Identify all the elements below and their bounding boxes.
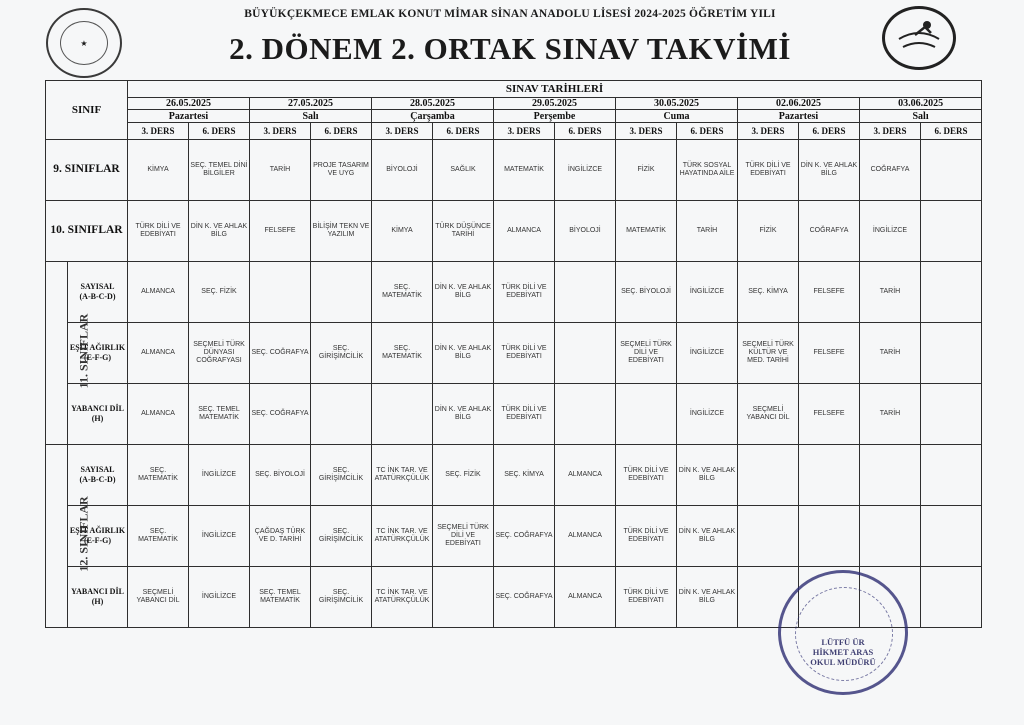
exam-cell: FİZİK [616,139,677,200]
exam-cell [921,444,982,505]
exam-cell: SEÇ. GİRİŞİMCİLİK [311,505,372,566]
exam-cell [555,322,616,383]
exam-cell: COĞRAFYA [799,200,860,261]
page-title: 2. DÖNEM 2. ORTAK SINAV TAKVİMİ [229,31,791,66]
track-name: EŞİT AĞIRLIK [69,525,126,535]
exam-cell: SEÇ. KİMYA [738,261,799,322]
track-classes: (A-B-C-D) [79,474,116,484]
exam-cell: TÜRK DİLİ VE EDEBİYATI [494,261,555,322]
exam-cell: ALMANCA [555,505,616,566]
exam-cell: SEÇ. KİMYA [494,444,555,505]
exam-cell: FELSEFE [250,200,311,261]
exam-cell: DİN K. VE AHLAK BİLG [433,383,494,444]
exam-cell: SEÇ. COĞRAFYA [494,505,555,566]
period-header: 6. DERS [189,123,250,140]
exam-day: Salı [250,110,372,123]
exam-cell: DİN K. VE AHLAK BİLG [433,261,494,322]
exam-cell [738,505,799,566]
track-classes: (E-F-G) [83,535,112,545]
exam-cell: SEÇMELİ YABANCI DİL [738,383,799,444]
exam-cell: TARİH [860,322,921,383]
exam-cell [616,383,677,444]
exam-cell: TÜRK DİLİ VE EDEBİYATI [738,139,799,200]
exam-cell: TC İNK TAR. VE ATATÜRKÇÜLÜK [372,444,433,505]
exam-day: Perşembe [494,110,616,123]
exam-day: Çarşamba [372,110,494,123]
exam-cell: TC İNK TAR. VE ATATÜRKÇÜLÜK [372,566,433,627]
exam-cell [799,505,860,566]
track-classes: (E-F-G) [83,352,112,362]
exam-cell: TARİH [250,139,311,200]
exam-cell: İNGİLİZCE [677,383,738,444]
exam-cell [860,505,921,566]
exam-cell: ALMANCA [128,261,189,322]
exam-cell: ALMANCA [555,566,616,627]
exam-cell [250,261,311,322]
exam-cell: TÜRK DİLİ VE EDEBİYATI [128,200,189,261]
exam-cell: FELSEFE [799,383,860,444]
track-name: YABANCI DİL [71,586,124,596]
exam-cell: SAĞLIK [433,139,494,200]
sinif-header: SINIF [46,81,128,140]
exam-cell: FELSEFE [799,261,860,322]
exam-cell: TÜRK DİLİ VE EDEBİYATI [616,566,677,627]
exam-cell: SEÇMELİ TÜRK DİLİ VE EDEBİYATI [433,505,494,566]
exam-cell: KİMYA [372,200,433,261]
exam-cell: TÜRK DÜŞÜNCE TARİHİ [433,200,494,261]
exam-cell: SEÇ. BİYOLOJİ [250,444,311,505]
exam-cell: DİN K. VE AHLAK BİLG [677,505,738,566]
exam-cell: COĞRAFYA [860,139,921,200]
exam-cell: ALMANCA [494,200,555,261]
exam-day: Salı [860,110,982,123]
exam-date: 27.05.2025 [250,97,372,110]
exam-cell: SEÇ. FİZİK [433,444,494,505]
exam-cell: İNGİLİZCE [189,444,250,505]
exam-cell [921,200,982,261]
period-header: 3. DERS [738,123,799,140]
period-header: 6. DERS [555,123,616,140]
exam-date: 02.06.2025 [738,97,860,110]
school-name: BÜYÜKÇEKMECE EMLAK KONUT MİMAR SİNAN ANADOLU LİSESİ 2024-2025 ÖĞRETİM YILI [244,8,776,20]
grade-10-label: 10. SINIFLAR [46,200,128,261]
period-header: 6. DERS [799,123,860,140]
exam-cell [311,383,372,444]
period-header: 3. DERS [616,123,677,140]
ministry-logo [46,8,122,78]
track-classes: (H) [91,413,104,423]
exam-cell: SEÇ. TEMEL DİNİ BİLGİLER [189,139,250,200]
exam-cell: DİN K. VE AHLAK BİLG [677,566,738,627]
exam-cell: SEÇ. COĞRAFYA [250,322,311,383]
exam-cell: TÜRK DİLİ VE EDEBİYATI [616,505,677,566]
sinav-tarihleri-header: SINAV TARİHLERİ [128,81,982,98]
school-logo-icon [885,9,953,67]
exam-date: 28.05.2025 [372,97,494,110]
period-header: 3. DERS [494,123,555,140]
exam-schedule-table [45,80,982,628]
exam-cell: SEÇ. GİRİŞİMCİLİK [311,566,372,627]
school-logo [882,6,956,70]
exam-cell: SEÇ. FİZİK [189,261,250,322]
exam-cell: SEÇ. TEMEL MATEMATİK [250,566,311,627]
exam-date: 29.05.2025 [494,97,616,110]
exam-cell: KİMYA [128,139,189,200]
period-header: 3. DERS [250,123,311,140]
exam-cell: İNGİLİZCE [189,566,250,627]
period-header: 6. DERS [433,123,494,140]
track-classes: (A-B-C-D) [79,291,116,301]
period-header: 6. DERS [311,123,372,140]
exam-cell: FİZİK [738,200,799,261]
grade-11-label: 11. SINIFLAR [46,261,68,444]
exam-cell: DİN K. VE AHLAK BİLG [433,322,494,383]
exam-cell: TARİH [677,200,738,261]
period-header: 3. DERS [860,123,921,140]
exam-cell [555,261,616,322]
exam-cell [555,383,616,444]
exam-cell [921,261,982,322]
exam-cell [433,566,494,627]
exam-cell: SEÇMELİ YABANCI DİL [128,566,189,627]
exam-cell: İNGİLİZCE [860,200,921,261]
period-header: 6. DERS [677,123,738,140]
exam-cell: TÜRK SOSYAL HAYATINDA AİLE [677,139,738,200]
exam-cell: SEÇ. BİYOLOJİ [616,261,677,322]
track-name: EŞİT AĞIRLIK [69,342,126,352]
exam-cell: TÜRK DİLİ VE EDEBİYATI [494,383,555,444]
exam-cell: ÇAĞDAŞ TÜRK VE D. TARİHİ [250,505,311,566]
exam-cell [921,505,982,566]
exam-cell [311,261,372,322]
exam-day: Pazartesi [738,110,860,123]
exam-cell: DİN K. VE AHLAK BİLG [189,200,250,261]
exam-cell: SEÇ. MATEMATİK [372,261,433,322]
exam-cell: MATEMATİK [494,139,555,200]
exam-cell: TARİH [860,383,921,444]
exam-cell: SEÇ. GİRİŞİMCİLİK [311,322,372,383]
exam-cell: SEÇ. GİRİŞİMCİLİK [311,444,372,505]
exam-cell: PROJE TASARIM VE UYG [311,139,372,200]
exam-cell [921,566,982,627]
exam-cell: SEÇMELİ TÜRK KÜLTÜR VE MED. TARİHİ [738,322,799,383]
exam-cell: ALMANCA [555,444,616,505]
period-header: 6. DERS [921,123,982,140]
exam-cell: SEÇMELİ TÜRK DÜNYASI COĞRAFYASI [189,322,250,383]
exam-cell: İNGİLİZCE [677,261,738,322]
exam-cell: ALMANCA [128,383,189,444]
exam-cell: İNGİLİZCE [555,139,616,200]
exam-cell [738,444,799,505]
track-name: YABANCI DİL [71,403,124,413]
period-header: 3. DERS [128,123,189,140]
principal-signature: LÜTFÜ ÜR HİKMET ARAS OKUL MÜDÜRÜ [810,637,876,667]
exam-date: 03.06.2025 [860,97,982,110]
period-header: 3. DERS [372,123,433,140]
exam-cell [921,139,982,200]
exam-cell: SEÇMELİ TÜRK DİLİ VE EDEBİYATI [616,322,677,383]
exam-date: 30.05.2025 [616,97,738,110]
track-name: SAYISAL [80,464,115,474]
exam-cell: BİLİŞİM TEKN VE YAZILIM [311,200,372,261]
grade-12-label: 12. SINIFLAR [46,444,68,627]
exam-cell: BİYOLOJİ [555,200,616,261]
exam-cell: SEÇ. MATEMATİK [372,322,433,383]
track-name: SAYISAL [80,281,115,291]
exam-cell: MATEMATİK [616,200,677,261]
exam-cell [372,383,433,444]
exam-cell: TC İNK TAR. VE ATATÜRKÇÜLÜK [372,505,433,566]
exam-cell: TÜRK DİLİ VE EDEBİYATI [494,322,555,383]
exam-day: Pazartesi [128,110,250,123]
exam-cell: ALMANCA [128,322,189,383]
exam-cell [921,322,982,383]
exam-cell: DİN K. VE AHLAK BİLG [677,444,738,505]
exam-cell: SEÇ. COĞRAFYA [250,383,311,444]
exam-cell: SEÇ. MATEMATİK [128,505,189,566]
track-classes: (H) [91,596,104,606]
exam-cell [921,383,982,444]
track-label [68,383,128,444]
exam-cell [799,444,860,505]
exam-cell: FELSEFE [799,322,860,383]
exam-day: Cuma [616,110,738,123]
exam-cell [860,444,921,505]
official-stamp [778,570,908,695]
exam-date: 26.05.2025 [128,97,250,110]
exam-cell: BİYOLOJİ [372,139,433,200]
exam-cell: TÜRK DİLİ VE EDEBİYATI [616,444,677,505]
exam-cell: İNGİLİZCE [189,505,250,566]
exam-cell: DİN K. VE AHLAK BİLG [799,139,860,200]
exam-cell: İNGİLİZCE [677,322,738,383]
exam-cell: SEÇ. MATEMATİK [128,444,189,505]
exam-cell: SEÇ. COĞRAFYA [494,566,555,627]
exam-cell: TARİH [860,261,921,322]
ministry-logo-emblem: ★ [60,21,108,65]
exam-cell: SEÇ. TEMEL MATEMATİK [189,383,250,444]
track-label [68,566,128,627]
grade-9-label: 9. SINIFLAR [46,139,128,200]
